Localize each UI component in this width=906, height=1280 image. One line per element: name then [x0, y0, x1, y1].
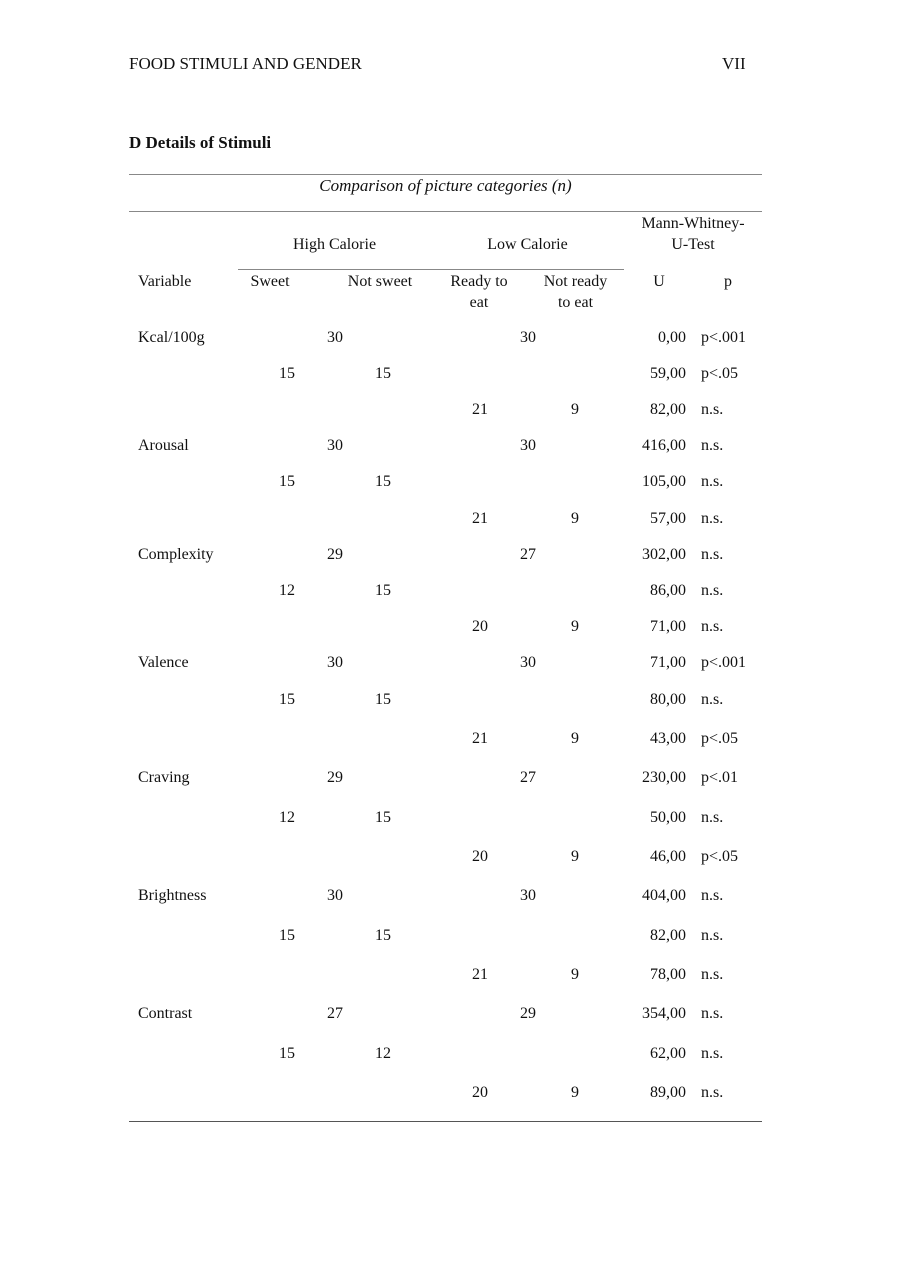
table-top-rule — [129, 174, 762, 175]
cell-not-sweet: 15 — [375, 691, 391, 708]
cell-not-sweet: 15 — [375, 927, 391, 944]
cell-variable: Arousal — [138, 437, 189, 454]
cell-ready-to-eat: 21 — [472, 401, 488, 418]
cell-p: n.s. — [701, 887, 724, 904]
cell-sweet: 15 — [279, 365, 295, 382]
cell-low-calorie: 30 — [520, 329, 536, 346]
table-bottom-rule — [129, 1121, 762, 1122]
cell-ready-to-eat: 20 — [472, 618, 488, 635]
cell-not-ready-to-eat: 9 — [571, 730, 579, 747]
cell-not-ready-to-eat: 9 — [571, 1084, 579, 1101]
cell-u: 50,00 — [650, 809, 686, 826]
cell-not-sweet: 12 — [375, 1045, 391, 1062]
cell-low-calorie: 30 — [520, 654, 536, 671]
cell-u: 46,00 — [650, 848, 686, 865]
cell-high-calorie: 29 — [327, 546, 343, 563]
cell-not-sweet: 15 — [375, 365, 391, 382]
col-header-not-ready-to-eat: Not ready to eat — [543, 273, 608, 311]
cell-p: n.s. — [701, 1045, 724, 1062]
cell-sweet: 12 — [279, 809, 295, 826]
cell-low-calorie: 30 — [520, 437, 536, 454]
cell-ready-to-eat: 21 — [472, 966, 488, 983]
cell-u: 105,00 — [642, 473, 686, 490]
cell-not-ready-to-eat: 9 — [571, 401, 579, 418]
cell-p: n.s. — [701, 809, 724, 826]
cell-u: 416,00 — [642, 437, 686, 454]
caption-rule — [129, 211, 762, 212]
cell-p: p<.05 — [701, 365, 739, 382]
col-header-sweet: Sweet — [250, 273, 290, 290]
cell-u: 59,00 — [650, 365, 686, 382]
cell-u: 230,00 — [642, 769, 686, 786]
cell-p: n.s. — [701, 618, 724, 635]
cell-p: n.s. — [701, 473, 724, 490]
cell-u: 78,00 — [650, 966, 686, 983]
cell-sweet: 15 — [279, 473, 295, 490]
running-header-title: FOOD STIMULI AND GENDER — [129, 54, 362, 73]
cell-variable: Kcal/100g — [138, 329, 205, 346]
cell-high-calorie: 30 — [327, 329, 343, 346]
cell-high-calorie: 30 — [327, 887, 343, 904]
cell-sweet: 12 — [279, 582, 295, 599]
cell-u: 82,00 — [650, 927, 686, 944]
section-title: D Details of Stimuli — [129, 133, 272, 152]
cell-u: 404,00 — [642, 887, 686, 904]
cell-u: 86,00 — [650, 582, 686, 599]
cell-high-calorie: 29 — [327, 769, 343, 786]
cell-p: p<.001 — [701, 329, 747, 346]
cell-variable: Brightness — [138, 887, 207, 904]
cell-variable: Craving — [138, 769, 190, 786]
cell-sweet: 15 — [279, 691, 295, 708]
cell-ready-to-eat: 20 — [472, 848, 488, 865]
table-caption: Comparison of picture categories (n) — [319, 176, 572, 195]
cell-p: p<.05 — [701, 730, 739, 747]
cell-p: n.s. — [701, 401, 724, 418]
cell-sweet: 15 — [279, 1045, 295, 1062]
cell-not-sweet: 15 — [375, 809, 391, 826]
cell-u: 302,00 — [642, 546, 686, 563]
cell-not-ready-to-eat: 9 — [571, 510, 579, 527]
cell-p: n.s. — [701, 691, 724, 708]
cell-ready-to-eat: 21 — [472, 510, 488, 527]
cell-u: 43,00 — [650, 730, 686, 747]
group-underline — [238, 269, 624, 270]
cell-not-ready-to-eat: 9 — [571, 966, 579, 983]
cell-u: 89,00 — [650, 1084, 686, 1101]
cell-p: n.s. — [701, 1084, 724, 1101]
cell-u: 0,00 — [658, 329, 686, 346]
cell-ready-to-eat: 20 — [472, 1084, 488, 1101]
cell-ready-to-eat: 21 — [472, 730, 488, 747]
cell-not-sweet: 15 — [375, 473, 391, 490]
col-header-ready-to-eat: Ready to eat — [450, 273, 508, 311]
cell-not-sweet: 15 — [375, 582, 391, 599]
cell-low-calorie: 29 — [520, 1005, 536, 1022]
cell-p: n.s. — [701, 437, 724, 454]
cell-p: n.s. — [701, 582, 724, 599]
cell-variable: Contrast — [138, 1005, 193, 1022]
cell-p: n.s. — [701, 546, 724, 563]
group-header-test: Mann-Whitney- U-Test — [641, 215, 745, 253]
cell-not-ready-to-eat: 9 — [571, 618, 579, 635]
col-header-p: p — [724, 273, 732, 290]
cell-not-ready-to-eat: 9 — [571, 848, 579, 865]
group-header-low-calorie: Low Calorie — [487, 236, 568, 253]
cell-u: 80,00 — [650, 691, 686, 708]
cell-low-calorie: 27 — [520, 769, 536, 786]
cell-high-calorie: 30 — [327, 437, 343, 454]
page-number: VII — [722, 54, 746, 73]
col-header-variable: Variable — [138, 273, 192, 290]
cell-p: p<.05 — [701, 848, 739, 865]
cell-low-calorie: 27 — [520, 546, 536, 563]
cell-u: 354,00 — [642, 1005, 686, 1022]
cell-p: p<.01 — [701, 769, 739, 786]
cell-u: 57,00 — [650, 510, 686, 527]
group-header-high-calorie: High Calorie — [292, 236, 377, 253]
cell-variable: Valence — [138, 654, 189, 671]
cell-p: n.s. — [701, 510, 724, 527]
cell-u: 82,00 — [650, 401, 686, 418]
cell-p: n.s. — [701, 927, 724, 944]
cell-high-calorie: 27 — [327, 1005, 343, 1022]
cell-u: 71,00 — [650, 654, 686, 671]
col-header-u: U — [653, 273, 665, 290]
cell-u: 71,00 — [650, 618, 686, 635]
cell-variable: Complexity — [138, 546, 214, 563]
cell-high-calorie: 30 — [327, 654, 343, 671]
cell-sweet: 15 — [279, 927, 295, 944]
col-header-not-sweet: Not sweet — [347, 273, 413, 290]
cell-low-calorie: 30 — [520, 887, 536, 904]
cell-p: p<.001 — [701, 654, 747, 671]
cell-u: 62,00 — [650, 1045, 686, 1062]
cell-p: n.s. — [701, 1005, 724, 1022]
cell-p: n.s. — [701, 966, 724, 983]
